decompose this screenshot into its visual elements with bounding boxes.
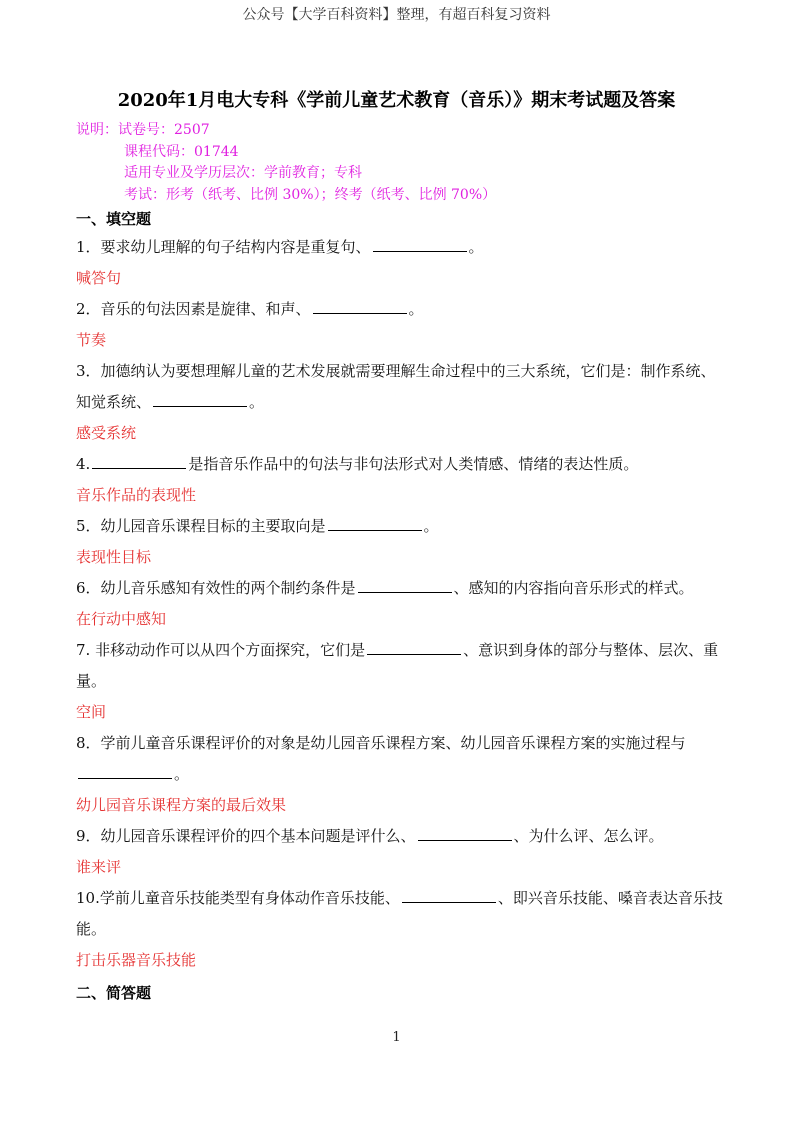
answer-blank xyxy=(92,454,186,469)
course-code: 课程代码：01744 xyxy=(124,143,239,160)
answer-8: 幼儿园音乐课程方案的最后效果 xyxy=(76,796,287,814)
question-3: 3．加德纳认为要想理解儿童的艺术发展就需要理解生命过程中的三大系统，它们是：制作系统、知觉系统、 。 xyxy=(76,362,716,411)
question-4: 4. 是指音乐作品中的句法与非句法形式对人类情感、情绪的表达性质。 xyxy=(76,455,639,473)
page-header: 公众号【大学百科资料】整理，有超百科复习资料 xyxy=(242,7,551,23)
question-7: 7. 非移动动作可以从四个方面探究，它们是 、意识到身体的部分与整体、层次、重量。 xyxy=(76,641,719,690)
answer-4: 音乐作品的表现性 xyxy=(76,486,197,504)
answer-5: 表现性目标 xyxy=(76,548,152,566)
answer-blank xyxy=(373,237,467,252)
answer-2: 节奏 xyxy=(76,331,107,349)
answer-7: 空间 xyxy=(76,703,107,721)
question-10: 10.学前儿童音乐技能类型有身体动作音乐技能、 、即兴音乐技能、嗓音表达音乐技能。 xyxy=(76,889,723,938)
answer-9: 谁来评 xyxy=(76,858,122,876)
question-6: 6．幼儿音乐感知有效性的两个制约条件是 、感知的内容指向音乐形式的样式。 xyxy=(76,579,694,597)
section-heading-fill-in: 一、填空题 xyxy=(76,210,152,228)
document-title: 2020年1月电大专科《学前儿童艺术教育（音乐）》期末考试题及答案 xyxy=(117,90,676,111)
info-label: 说明： xyxy=(76,122,118,138)
exam-info xyxy=(76,120,496,206)
document-body xyxy=(76,206,726,1006)
question-8: 8．学前儿童音乐课程评价的对象是幼儿园音乐课程方案、幼儿园音乐课程方案的实施过程与。 xyxy=(76,734,686,783)
answer-3: 感受系统 xyxy=(76,424,137,442)
answer-blank xyxy=(153,392,247,407)
answer-1: 喊答句 xyxy=(76,269,122,287)
answer-blank xyxy=(78,764,172,779)
section-heading-short-answer: 二、简答题 xyxy=(76,984,152,1002)
question-9: 9．幼儿园音乐课程评价的四个基本问题是评什么、 、为什么评、怎么评。 xyxy=(76,827,664,845)
paper-number: 试卷号：2507 xyxy=(118,122,210,138)
answer-blank xyxy=(418,826,512,841)
question-1: 1．要求幼儿理解的句子结构内容是重复句、 。 xyxy=(76,238,484,256)
answer-blank xyxy=(313,299,407,314)
answer-blank xyxy=(402,888,496,903)
answer-10: 打击乐器音乐技能 xyxy=(76,951,197,969)
question-5: 5．幼儿园音乐课程目标的主要取向是 。 xyxy=(76,517,439,535)
question-2: 2．音乐的句法因素是旋律、和声、 。 xyxy=(76,300,424,318)
answer-blank xyxy=(358,578,452,593)
answer-6: 在行动中感知 xyxy=(76,610,167,628)
exam-ratio: 考试：形考（纸考、比例 30%）；终考（纸考、比例 70%） xyxy=(124,186,497,203)
answer-blank xyxy=(328,516,422,531)
answer-blank xyxy=(367,640,461,655)
major-level: 适用专业及学历层次：学前教育；专科 xyxy=(124,165,362,181)
page-number: 1 xyxy=(392,1030,401,1045)
